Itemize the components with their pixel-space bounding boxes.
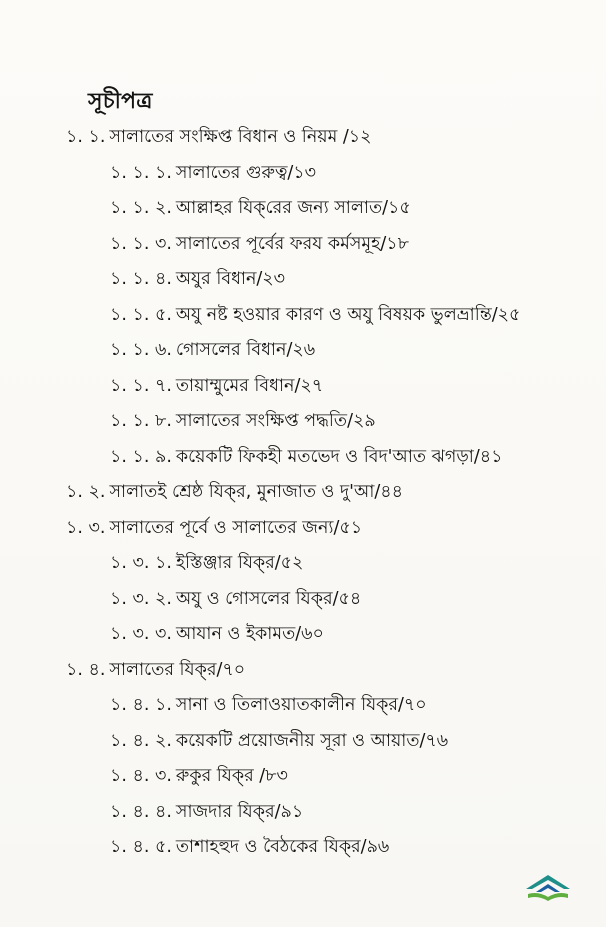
toc-entry [0, 120, 606, 156]
toc-entry-number: ১. ১. ৫. [110, 304, 172, 325]
toc-entry [0, 688, 606, 724]
toc-entry-number: ১. ১. ৯. [110, 446, 172, 467]
toc-entry [0, 369, 606, 405]
toc-entry-number: ১. ৪. ৫. [110, 837, 172, 857]
toc-entry-number: ১. ৪. ১. [110, 695, 172, 715]
toc-entry-number: ১. ১. ৪. [110, 269, 172, 289]
toc-entry-number: ১. ১. ৮. [110, 411, 172, 431]
toc-entry [0, 404, 606, 440]
toc-entry-number: ১. ৩. ২. [110, 588, 172, 609]
toc-entry-text: অযু ও গোসলের যিক্‌র/৫৪ [175, 588, 362, 609]
toc-entry-text: সাজদার যিক্‌র/৯১ [175, 801, 304, 822]
toc-entry-text: সালাতের পূর্বের ফরয কর্মসমূহ/১৮ [175, 233, 409, 254]
toc-entry [0, 511, 606, 547]
toc-entry-text: আল্লাহর যিক্‌রের জন্য সালাত/১৫ [175, 198, 411, 218]
toc-entry-number: ১. ১. [66, 127, 106, 147]
toc-entry [0, 227, 606, 263]
toc-entry-text: ইস্তিঞ্জার যিক্‌র/৫২ [175, 553, 304, 573]
toc-entry [0, 653, 606, 689]
toc-entry-number: ১. ৪. ২. [110, 730, 172, 751]
toc-entry [0, 582, 606, 618]
toc-entry-number: ১. ৪. ৪. [110, 801, 172, 822]
toc-entry-number: ১. ৩. [66, 517, 106, 538]
toc-entry-number: ১. ৪. ৩. [110, 766, 172, 786]
toc-entry-text: তায়াম্মুমের বিধান/২৭ [175, 375, 324, 396]
book-logo-icon [522, 865, 574, 905]
toc-entry-text: কয়েকটি ফিকহী মতভেদ ও বিদ'আত ঝগড়া/৪১ [175, 446, 503, 467]
toc-entry-text: সালাতের গুরুত্ব/১৩ [175, 162, 317, 183]
toc-entry-text: কয়েকটি প্রয়োজনীয় সূরা ও আয়াত/৭৬ [175, 730, 449, 751]
toc-entry [0, 475, 606, 511]
toc-entry [0, 617, 606, 653]
toc-entry-number: ১. ২. [66, 482, 106, 502]
toc-entry [0, 262, 606, 298]
toc-entry [0, 724, 606, 760]
toc-entry [0, 333, 606, 369]
toc-entry [0, 795, 606, 831]
page-title: সূচীপত্র [88, 89, 153, 114]
toc-entry-number: ১. ৪. [66, 659, 106, 680]
toc-entry-text: গোসলের বিধান/২৬ [175, 340, 316, 360]
toc-entry-text: অযুর বিধান/২৩ [175, 269, 286, 289]
toc-entry-number: ১. ৩. ৩. [110, 624, 172, 644]
toc-entry-text: সালাতের যিক্‌র/৭০ [109, 659, 246, 680]
table-of-contents [0, 120, 606, 866]
toc-entry-text: সালাতের পূর্বে ও সালাতের জন্য/৫১ [109, 517, 363, 538]
toc-entry-number: ১. ৩. ১. [110, 553, 172, 573]
toc-entry [0, 298, 606, 334]
toc-entry-number: ১. ১. ৭. [110, 375, 172, 396]
toc-entry [0, 440, 606, 476]
toc-entry [0, 191, 606, 227]
toc-entry [0, 759, 606, 795]
toc-entry [0, 830, 606, 866]
toc-entry-text: আযান ও ইকামত/৬০ [175, 624, 324, 644]
toc-entry-text: অযু নষ্ট হওয়ার কারণ ও অযু বিষয়ক ভুলভ্রান্তি/২৫ [175, 304, 521, 325]
toc-entry [0, 156, 606, 192]
toc-entry-text: সালাতের সংক্ষিপ্ত পদ্ধতি/২৯ [175, 411, 376, 431]
toc-entry-number: ১. ১. ৬. [110, 340, 172, 360]
toc-entry-number: ১. ১. ১. [110, 162, 172, 183]
toc-entry-text: তাশাহহুদ ও বৈঠকের যিক্‌র/৯৬ [175, 837, 390, 857]
toc-entry-number: ১. ১. ৩. [110, 233, 172, 254]
toc-entry-text: রুকুর যিক্‌র /৮৩ [175, 766, 288, 786]
toc-entry [0, 546, 606, 582]
toc-entry-text: সালাতই শ্রেষ্ঠ যিক্‌র, মুনাজাত ও দু'আ/৪৪ [109, 482, 403, 502]
toc-entry-text: সানা ও তিলাওয়াতকালীন যিক্‌র/৭০ [175, 695, 427, 715]
toc-entry-number: ১. ১. ২. [110, 198, 172, 218]
toc-entry-text: সালাতের সংক্ষিপ্ত বিধান ও নিয়ম /১২ [109, 127, 372, 147]
